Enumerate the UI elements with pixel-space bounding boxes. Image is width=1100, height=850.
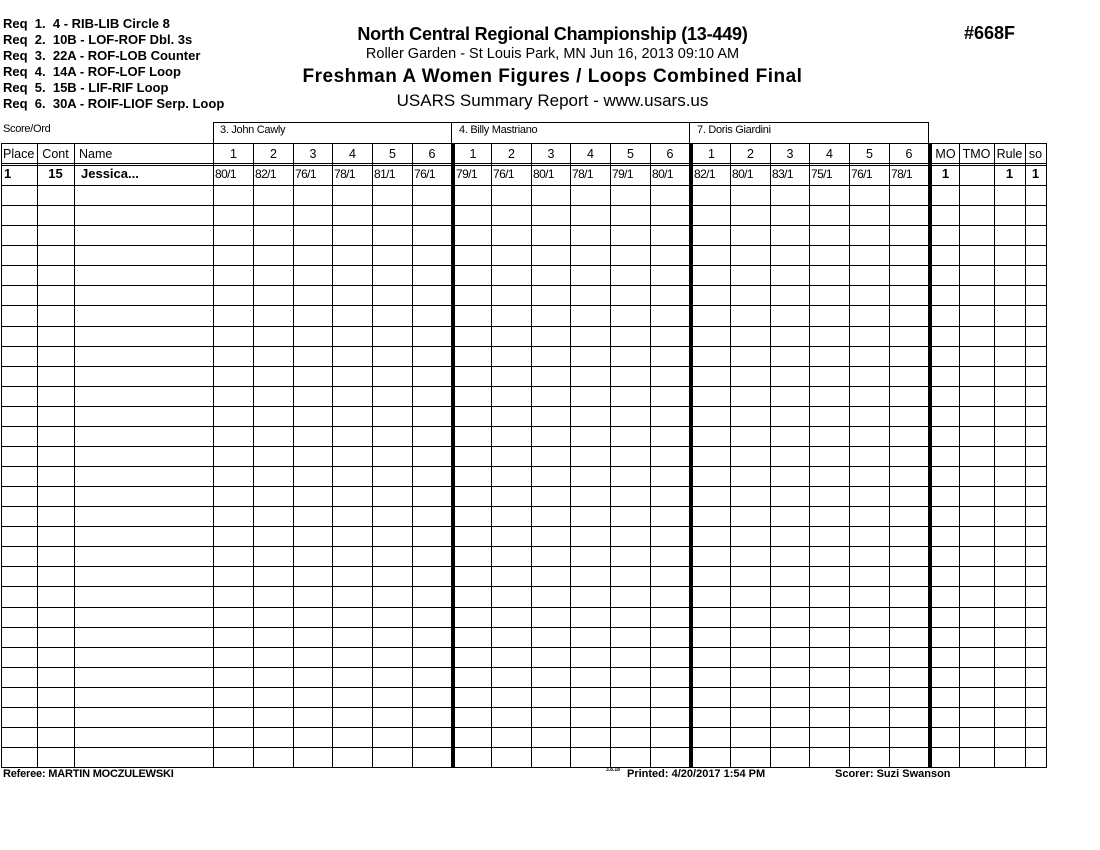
column-line xyxy=(253,143,254,768)
column-header-figure-4: 4 xyxy=(826,147,833,161)
printed-timestamp: Printed: 4/20/2017 1:54 PM xyxy=(627,768,766,780)
row-line xyxy=(1,265,1047,266)
row-line xyxy=(1,205,1047,206)
requirement-4: Req 4. 14A - ROF-LOF Loop xyxy=(3,64,181,79)
cell-judge-1-figure-3: 76/1 xyxy=(295,167,316,181)
column-line xyxy=(293,143,294,768)
judge-box-divider xyxy=(213,122,214,143)
row-line xyxy=(1,366,1047,367)
column-header-figure-2: 2 xyxy=(270,147,277,161)
column-header-figure-5: 5 xyxy=(866,147,873,161)
cell-place: 1 xyxy=(4,166,12,181)
row-line xyxy=(1,305,1047,306)
column-header-figure-1: 1 xyxy=(469,147,477,161)
cell-judge-2-figure-5: 79/1 xyxy=(612,167,633,181)
cell-judge-1-figure-6: 76/1 xyxy=(414,167,435,181)
event-title: Freshman A Women Figures / Loops Combined Final xyxy=(302,66,803,87)
column-header-figure-3: 3 xyxy=(786,147,794,161)
row-line xyxy=(1,586,1047,587)
row-line xyxy=(1,647,1047,648)
judge-separator xyxy=(928,143,932,768)
column-header-cont: Cont xyxy=(42,147,69,161)
column-line xyxy=(770,143,771,768)
column-header-figure-6: 6 xyxy=(428,147,436,161)
cell-so: 1 xyxy=(1031,166,1040,181)
column-line xyxy=(332,143,333,768)
cell-judge-1-figure-2: 82/1 xyxy=(255,167,276,181)
column-header-figure-6: 6 xyxy=(666,147,674,161)
referee-label: Referee: MARTIN MOCZULEWSKI xyxy=(3,768,174,780)
cell-judge-1-figure-5: 81/1 xyxy=(374,167,395,181)
cell-judge-2-figure-1: 79/1 xyxy=(456,167,477,181)
cell-judge-1-figure-4: 78/1 xyxy=(334,167,355,181)
column-line xyxy=(491,143,492,768)
cell-judge-2-figure-2: 76/1 xyxy=(493,167,514,181)
row-line xyxy=(1,546,1047,547)
row-line xyxy=(1,446,1047,447)
column-header-figure-5: 5 xyxy=(627,147,634,161)
row-line xyxy=(1,747,1047,748)
column-line xyxy=(412,143,413,768)
column-header-figure-3: 3 xyxy=(547,147,555,161)
requirement-2: Req 2. 10B - LOF-ROF Dbl. 3s xyxy=(3,32,193,47)
cell-judge-3-figure-2: 80/1 xyxy=(732,167,753,181)
row-line xyxy=(1,185,1047,186)
scorer-label: Scorer: Suzi Swanson xyxy=(835,768,951,780)
row-line xyxy=(1,727,1047,728)
cell-judge-3-figure-3: 83/1 xyxy=(772,167,793,181)
judge-separator xyxy=(451,143,455,768)
column-header-place: Place xyxy=(3,147,35,161)
column-line xyxy=(1,143,2,768)
judge-3-label: 7. Doris Giardini xyxy=(697,124,771,136)
column-header-figure-3: 3 xyxy=(309,147,317,161)
requirement-1: Req 1. 4 - RIB-LIB Circle 8 xyxy=(3,16,170,31)
column-line xyxy=(809,143,810,768)
column-line xyxy=(849,143,850,768)
column-line xyxy=(372,143,373,768)
column-line xyxy=(730,143,731,768)
row-line xyxy=(1,566,1047,567)
cell-cont: 15 xyxy=(48,166,63,181)
judge-box-divider xyxy=(928,122,929,143)
cell-judge-1-figure-1: 80/1 xyxy=(215,167,236,181)
judge-separator xyxy=(689,143,693,768)
column-header-tmo: TMO xyxy=(962,147,991,161)
judge-box-divider xyxy=(451,122,452,143)
column-line xyxy=(889,143,890,768)
row-line xyxy=(1,506,1047,507)
row-line xyxy=(1,426,1047,427)
score-ord-label: Score/Ord xyxy=(3,123,51,135)
venue-datetime: Roller Garden - St Louis Park, MN Jun 16, 2013 09:10 AM xyxy=(365,46,740,62)
column-line xyxy=(1046,143,1047,768)
column-line xyxy=(213,143,214,768)
cell-judge-2-figure-3: 80/1 xyxy=(533,167,554,181)
cell-judge-3-figure-5: 76/1 xyxy=(851,167,872,181)
requirement-3: Req 3. 22A - ROF-LOB Counter xyxy=(3,48,201,63)
column-line xyxy=(650,143,651,768)
cell-judge-3-figure-4: 75/1 xyxy=(811,167,832,181)
column-line xyxy=(959,143,960,768)
column-header-figure-5: 5 xyxy=(389,147,396,161)
row-line xyxy=(1,406,1047,407)
version-label: 3.8.18 xyxy=(606,767,620,773)
row-line xyxy=(1,285,1047,286)
row-line xyxy=(1,667,1047,668)
column-line xyxy=(1025,143,1026,768)
requirement-6: Req 6. 30A - ROIF-LIOF Serp. Loop xyxy=(3,96,225,111)
judge-box-divider xyxy=(689,122,690,143)
column-line xyxy=(570,143,571,768)
column-header-mo: MO xyxy=(935,147,956,161)
row-line xyxy=(1,225,1047,226)
column-line xyxy=(74,143,75,768)
row-line xyxy=(1,486,1047,487)
cell-judge-2-figure-4: 78/1 xyxy=(572,167,593,181)
cell-judge-2-figure-6: 80/1 xyxy=(652,167,673,181)
judge-box-top xyxy=(213,122,929,123)
row-line xyxy=(1,346,1047,347)
championship-title: North Central Regional Championship (13-449) xyxy=(357,24,748,44)
row-line xyxy=(1,607,1047,608)
report-subtitle: USARS Summary Report - www.usars.us xyxy=(396,91,709,110)
report-id: #668F xyxy=(964,23,1016,43)
judge-2-label: 4. Billy Mastriano xyxy=(459,124,538,136)
column-header-figure-6: 6 xyxy=(905,147,913,161)
row-line xyxy=(1,707,1047,708)
cell-mo: 1 xyxy=(941,166,950,181)
column-header-rule: Rule xyxy=(996,147,1023,161)
row-line xyxy=(1,326,1047,327)
row-line xyxy=(1,687,1047,688)
column-header-figure-1: 1 xyxy=(708,147,715,161)
cell-rule: 1 xyxy=(1005,166,1014,181)
column-header-figure-2: 2 xyxy=(747,147,754,161)
requirement-5: Req 5. 15B - LIF-RIF Loop xyxy=(3,80,169,95)
row-line xyxy=(1,386,1047,387)
cell-name: Jessica... xyxy=(81,166,139,181)
column-header-figure-4: 4 xyxy=(587,147,594,161)
row-line xyxy=(1,245,1047,246)
row-line xyxy=(1,466,1047,467)
column-header-figure-2: 2 xyxy=(508,147,515,161)
cell-judge-3-figure-1: 82/1 xyxy=(694,167,715,181)
column-line xyxy=(37,143,38,768)
row-line xyxy=(1,627,1047,628)
column-header-name: Name xyxy=(79,147,113,161)
column-header-figure-1: 1 xyxy=(230,147,237,161)
cell-judge-3-figure-6: 78/1 xyxy=(891,167,912,181)
column-header-so: so xyxy=(1028,147,1043,161)
judge-1-label: 3. John Cawly xyxy=(220,124,286,136)
row-line xyxy=(1,526,1047,527)
column-line xyxy=(610,143,611,768)
column-line xyxy=(994,143,995,768)
column-line xyxy=(531,143,532,768)
column-header-figure-4: 4 xyxy=(349,147,356,161)
